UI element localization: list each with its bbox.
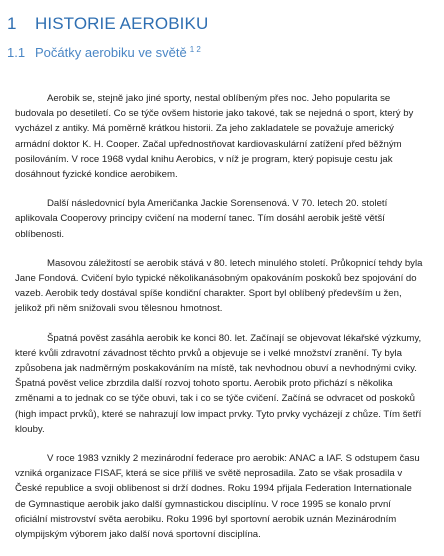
paragraph-eighties: Masovou záležitostí se aerobik stává v 80. letech minulého století. Průkopnicí tehdy byla Jane Fondová. Cvičení bylo typické několikanásobným opakováním poskoků bez spojování do vazeb. Aerobik tedy dostával spíše kondiční charakter. Sport byl oblíbený především u žen, jelikož při něm snižovali svou tělesnou hmotnost.	[15, 257, 423, 315]
section-body	[15, 91, 425, 556]
section-heading	[7, 45, 201, 60]
chapter-title: HISTORIE AEROBIKU	[35, 14, 209, 33]
paragraph-sorensen: Další následovnicí byla Američanka Jackie Sorensenová. V 70. letech 20. století aplikovala Cooperovy principy cvičení na moderní tanec. Tím dosáhl aerobik ještě větší oblíbenosti.	[15, 198, 388, 240]
section-number: 1.1	[7, 45, 26, 60]
chapter-heading	[7, 14, 208, 34]
chapter-number: 1	[7, 14, 17, 33]
footnote-references: 1 2	[189, 45, 201, 54]
section-title: Počátky aerobiku ve světě	[35, 45, 187, 60]
paragraph-federations: V roce 1983 vznikly 2 mezinárodní federace pro aerobik: ANAC a IAF. S odstupem času vzniká organizace FISAF, která se sice příliš ve světě neprosadila. Zato se však prosadila v České republice a svoji oblibenost si drží dodnes. Roku 1994 přijala Federation Internationale de Gymnastique aerobik jako další gymnastickou disciplínu. V roce 1995 se konalo první oficiální mistrovství světa aerobiku. Roku 1996 byl sportovní aerobik uznán Mezinárodním olympijským výborem jako další nová sportovní disciplína.	[15, 453, 420, 541]
paragraph-cooper: Aerobik se, stejně jako jiné sporty, nestal oblíbeným přes noc. Jeho popularita se budovala po desetiletí. Co se týče ovšem historie jako takové, tak se nejedná o sport, který by vycházel z antiky. Má poměrně krátkou historii. Za jeho zakladatele se považuje americký armádní doktor K. H. Cooper. Začal upřednostňovat kardiovaskulární zatížení před běžným posilováním. V roce 1968 vydal knihu Aerobics, v níž je program, který popisuje cestu jak dosáhnout fyzické kondice aerobikem.	[15, 93, 414, 181]
paragraph-bad-reputation: Špatná pověst zasáhla aerobik ke konci 80. let. Začínají se objevovat lékařské výzkumy, které kvůli zdravotní závadnost těchto prvků a objevuje se i velké množství zranění. Ty byla způsobena jak nadměrným poskakováním na místě, tak nevhodnou obuví a nevhodnými cviky. Špatná pověst velice zbrzdila další rozvoj tohoto sportu. Aerobik proto přichází s několika změnami a to jednak co se týče obuvi, tak i co se týče cvičení. Začíná se odvracet od poskoků (high impact prvků), které se nahrazují low impact prvky. Tyto prvky vycházejí z chůze. Tím šetří klouby.	[15, 332, 422, 435]
